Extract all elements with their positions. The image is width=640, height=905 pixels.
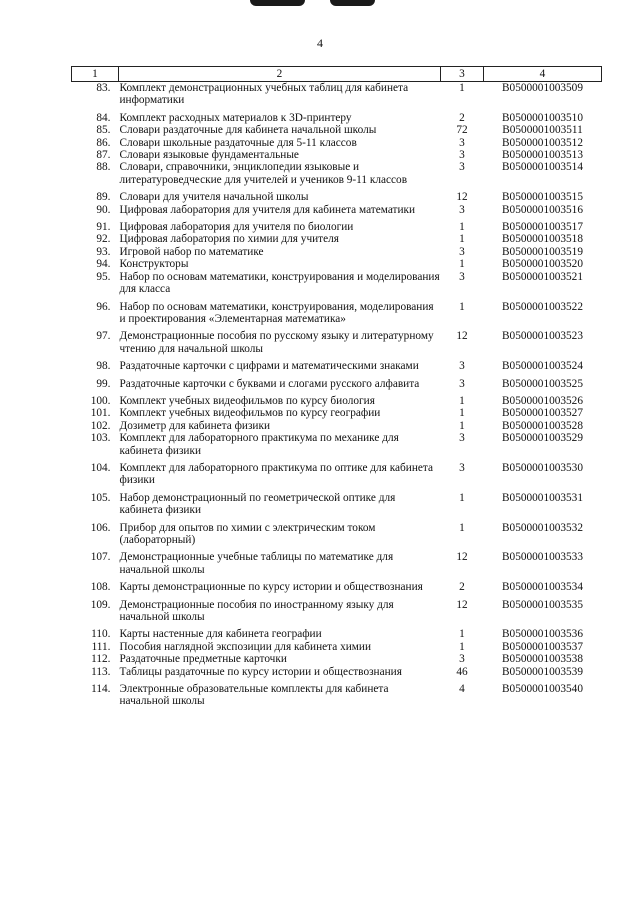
item-name: Демонстрационные пособия по иностранному языку для начальной школы (119, 598, 394, 624)
item-number: 107. (90, 551, 111, 564)
item-number: 90. (96, 203, 111, 216)
item-quantity: 1 (459, 300, 465, 313)
item-name: Комплект учебных видеофильмов по курсу географии (119, 407, 381, 420)
item-code: B0500001003534 (502, 581, 583, 594)
item-number: 109. (90, 598, 111, 611)
table-body (72, 82, 602, 708)
item-code: B0500001003524 (502, 360, 583, 373)
table-row (72, 204, 602, 221)
item-code: B0500001003519 (502, 245, 583, 258)
item-quantity: 1 (459, 521, 465, 534)
item-name: Комплект для лабораторного практикума по оптике для кабинета физики (119, 461, 433, 487)
item-number: 83. (96, 82, 111, 94)
page-number: 4 (317, 36, 323, 50)
item-quantity: 1 (459, 221, 465, 234)
item-code: B0500001003521 (502, 270, 583, 283)
item-number: 94. (96, 258, 111, 271)
table-row (72, 420, 602, 432)
item-name: Цифровая лаборатория по химии для учителя (119, 233, 339, 246)
table-row (72, 271, 602, 301)
item-number: 85. (96, 124, 111, 137)
table-row (72, 641, 602, 653)
item-number: 84. (96, 111, 111, 124)
item-name: Карты настенные для кабинета географии (119, 628, 322, 641)
item-name: Пособия наглядной экспозиции для кабинета химии (119, 640, 371, 653)
item-number: 92. (96, 233, 111, 246)
item-code: B0500001003532 (502, 521, 583, 534)
table-row (72, 599, 602, 629)
item-quantity: 1 (459, 628, 465, 641)
item-quantity: 1 (459, 233, 465, 246)
item-code: B0500001003513 (502, 149, 583, 162)
item-code: B0500001003535 (502, 598, 583, 611)
item-quantity: 46 (456, 665, 468, 678)
item-name: Цифровая лаборатория для учителя по биологии (119, 221, 354, 234)
table-row (72, 246, 602, 258)
item-quantity: 3 (459, 360, 465, 373)
table-row (72, 233, 602, 245)
item-code: B0500001003530 (502, 461, 583, 474)
item-number: 88. (96, 161, 111, 174)
table-row (72, 149, 602, 161)
table-row (72, 395, 602, 407)
item-name: Комплект учебных видеофильмов по курсу биология (119, 394, 375, 407)
item-name: Раздаточные карточки с буквами и слогами русского алфавита (119, 377, 420, 390)
item-name: Раздаточные карточки с цифрами и математическими знаками (119, 360, 419, 373)
item-quantity: 1 (459, 82, 465, 94)
item-number: 99. (96, 377, 111, 390)
item-name: Словари раздаточные для кабинета начальной школы (119, 124, 377, 137)
item-name: Словари для учителя начальной школы (119, 191, 309, 204)
table-row (72, 551, 602, 581)
item-quantity: 12 (456, 551, 468, 564)
item-code: B0500001003539 (502, 665, 583, 678)
item-name: Игровой набор по математике (119, 245, 264, 258)
item-quantity: 1 (459, 258, 465, 271)
item-quantity: 2 (459, 581, 465, 594)
item-name: Цифровая лаборатория для учителя для кабинета математики (119, 203, 416, 216)
item-code: B0500001003509 (502, 82, 583, 94)
item-quantity: 3 (459, 461, 465, 474)
item-code: B0500001003538 (502, 653, 583, 666)
item-number: 87. (96, 149, 111, 162)
table-header-row (72, 67, 602, 82)
item-quantity: 3 (459, 149, 465, 162)
item-quantity: 2 (459, 111, 465, 124)
item-quantity: 1 (459, 491, 465, 504)
item-number: 97. (96, 330, 111, 343)
item-code: B0500001003523 (502, 330, 583, 343)
item-name: Демонстрационные пособия по русскому языку и литературному чтению для начальной школы (119, 330, 434, 355)
item-code: B0500001003531 (502, 491, 583, 504)
item-quantity: 3 (459, 653, 465, 666)
item-name: Демонстрационные учебные таблицы по математике для начальной школы (119, 551, 394, 576)
item-number: 96. (96, 300, 111, 313)
item-quantity: 3 (459, 377, 465, 390)
item-number: 105. (90, 491, 111, 504)
item-number: 100. (90, 394, 111, 407)
table-row (72, 628, 602, 640)
table-row (72, 683, 602, 708)
table-row (72, 221, 602, 233)
item-name: Комплект расходных материалов к 3D-принтеру (119, 111, 352, 124)
item-number: 106. (90, 521, 111, 534)
table-row (72, 112, 602, 124)
item-number: 98. (96, 360, 111, 373)
item-number: 112. (91, 653, 111, 666)
item-quantity: 3 (459, 245, 465, 258)
item-quantity: 72 (456, 124, 468, 137)
item-quantity: 3 (459, 432, 465, 445)
item-code: B0500001003533 (502, 551, 583, 564)
column-header-2: 2 (119, 67, 441, 82)
table-row (72, 258, 602, 270)
item-number: 101. (90, 407, 111, 420)
item-code: B0500001003528 (502, 419, 583, 432)
column-header-1: 1 (72, 67, 119, 82)
item-code: B0500001003518 (502, 233, 583, 246)
item-name: Таблицы раздаточные по курсу истории и обществознания (119, 665, 402, 678)
table-row (72, 82, 602, 112)
item-quantity: 3 (459, 136, 465, 149)
item-name: Словари языковые фундаментальные (119, 149, 299, 162)
item-quantity: 12 (456, 598, 468, 611)
item-code: B0500001003511 (502, 124, 583, 137)
scan-smudge (250, 0, 305, 6)
item-name: Прибор для опытов по химии с электрическим током (лабораторный) (119, 521, 376, 546)
table-row (72, 432, 602, 462)
item-code: B0500001003510 (502, 111, 583, 124)
item-name: Набор по основам математики, конструирования, моделирования и проектирования «Элементарная математика» (119, 300, 434, 325)
item-name: Набор демонстрационный по геометрической оптике для кабинета физики (119, 491, 396, 517)
item-number: 114. (91, 683, 111, 696)
item-name: Словари школьные раздаточные для 5-11 классов (119, 136, 357, 149)
scan-smudge (330, 0, 375, 6)
item-name: Конструкторы (119, 258, 189, 271)
item-number: 103. (90, 432, 111, 445)
table-row (72, 124, 602, 136)
item-quantity: 12 (456, 191, 468, 204)
item-name: Комплект для лабораторного практикума по механике для кабинета физики (119, 432, 399, 457)
item-code: B0500001003527 (502, 407, 583, 420)
item-code: B0500001003529 (502, 432, 583, 445)
item-quantity: 1 (459, 394, 465, 407)
item-name: Словари, справочники, энциклопедии языковые и литературоведческие для учителей и учеников 9-11 классов (119, 161, 408, 186)
table-row (72, 653, 602, 665)
table-row (72, 492, 602, 522)
item-number: 91. (96, 221, 111, 234)
item-code: B0500001003515 (502, 191, 583, 204)
item-number: 95. (96, 270, 111, 283)
item-number: 89. (96, 191, 111, 204)
table-row (72, 301, 602, 331)
item-quantity: 4 (459, 683, 465, 696)
item-number: 108. (90, 581, 111, 594)
table-row (72, 666, 602, 683)
table-row (72, 161, 602, 191)
item-code: B0500001003520 (502, 258, 583, 271)
item-quantity: 12 (456, 330, 468, 343)
table-row (72, 137, 602, 149)
table-row (72, 378, 602, 395)
item-quantity: 1 (459, 640, 465, 653)
item-quantity: 1 (459, 407, 465, 420)
table-row (72, 360, 602, 377)
item-name: Дозиметр для кабинета физики (119, 419, 270, 432)
column-header-3: 3 (441, 67, 484, 82)
table-row (72, 191, 602, 203)
item-code: B0500001003517 (502, 221, 583, 234)
item-quantity: 3 (459, 203, 465, 216)
table-row (72, 522, 602, 552)
item-number: 102. (90, 419, 111, 432)
item-quantity: 3 (459, 270, 465, 283)
item-number: 104. (90, 461, 111, 474)
item-name: Комплект демонстрационных учебных таблиц для кабинета информатики (119, 82, 409, 107)
column-header-4: 4 (484, 67, 602, 82)
table-row (72, 330, 602, 360)
item-name: Раздаточные предметные карточки (119, 653, 287, 666)
table-row (72, 407, 602, 419)
item-code: B0500001003516 (502, 203, 583, 216)
table-row (72, 581, 602, 598)
item-name: Карты демонстрационные по курсу истории и обществознания (119, 581, 423, 594)
item-number: 93. (96, 245, 111, 258)
item-code: B0500001003514 (502, 161, 583, 174)
item-name: Электронные образовательные комплекты для кабинета начальной школы (119, 683, 389, 708)
item-name: Набор по основам математики, конструирования и моделирования для класса (119, 270, 440, 296)
item-code: B0500001003512 (502, 136, 583, 149)
item-quantity: 1 (459, 419, 465, 432)
item-number: 113. (91, 665, 111, 678)
item-number: 86. (96, 136, 111, 149)
equipment-table (71, 66, 602, 708)
item-quantity: 3 (459, 161, 465, 174)
item-number: 110. (91, 628, 111, 641)
table-row (72, 462, 602, 492)
item-code: B0500001003526 (502, 394, 583, 407)
item-code: B0500001003522 (502, 300, 583, 313)
item-code: B0500001003525 (502, 377, 583, 390)
item-number: 111. (91, 640, 111, 653)
item-code: B0500001003540 (502, 683, 583, 696)
item-code: B0500001003536 (502, 628, 583, 641)
item-code: B0500001003537 (502, 640, 583, 653)
